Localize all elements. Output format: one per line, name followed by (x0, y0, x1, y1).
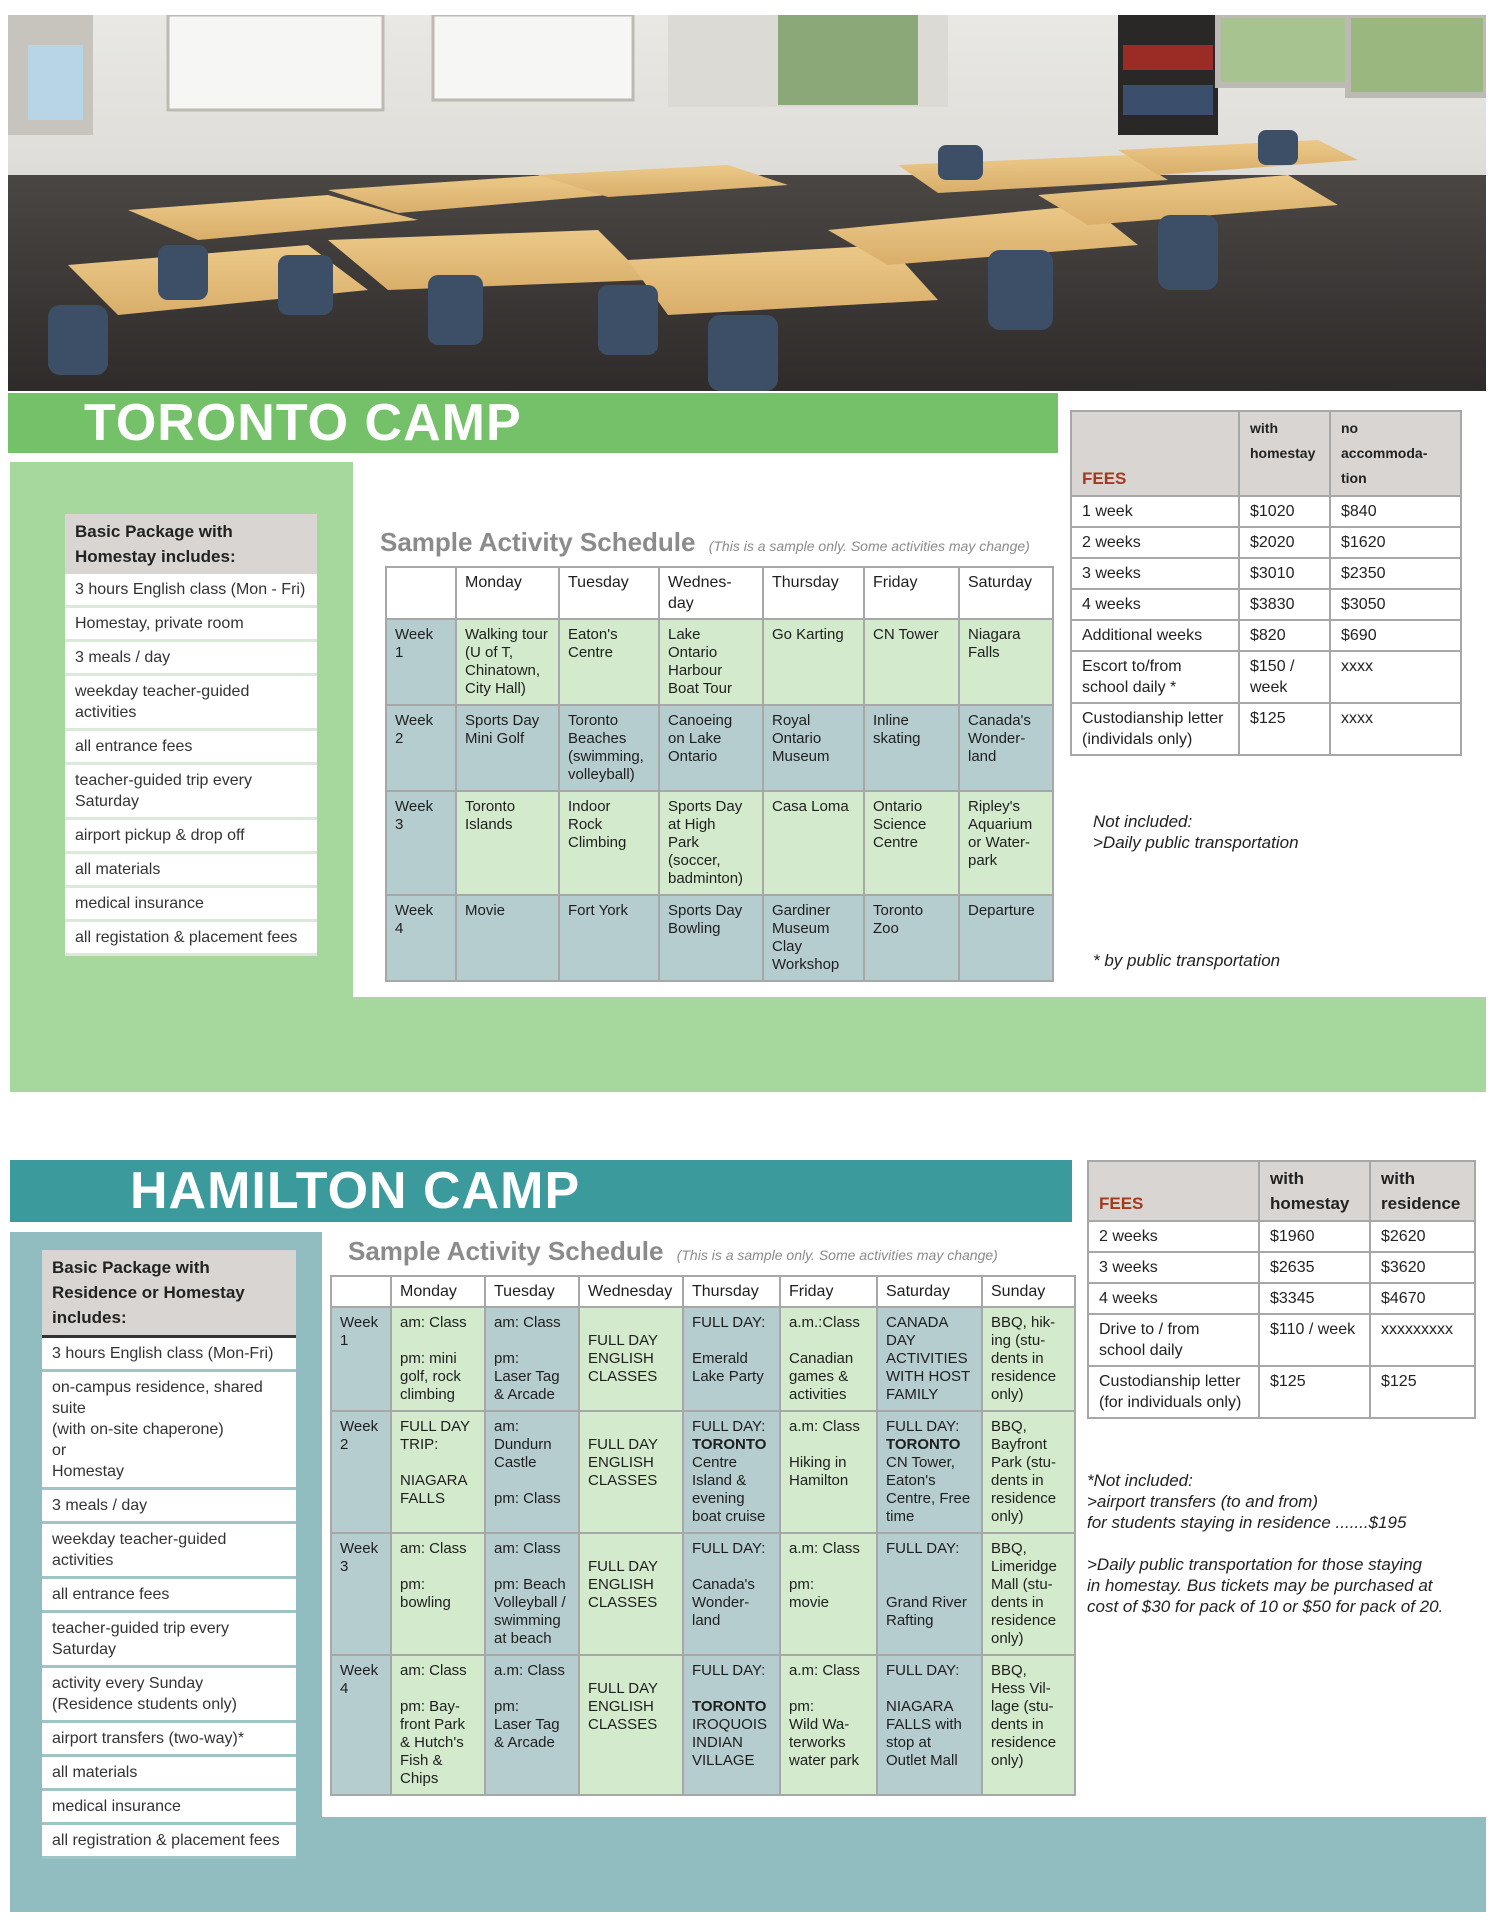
hamilton-schedule-activity: CANADA DAY ACTIVITIES WITH HOST FAMILY (877, 1307, 982, 1411)
hamilton-schedule-heading: Sample Activity Schedule (348, 1236, 664, 1266)
hamilton-schedule-activity: BBQ, hik- ing (stu- dents in residence only) (982, 1307, 1075, 1411)
hamilton-schedule-activity: FULL DAY TRIP: NIAGARA FALLS (391, 1411, 485, 1533)
toronto-fees-price: $820 (1239, 620, 1330, 651)
toronto-fees-item: Escort to/from school daily * (1071, 651, 1239, 703)
hamilton-fees-item: 2 weeks (1088, 1221, 1259, 1252)
toronto-fees-row (1071, 703, 1461, 755)
toronto-schedule-activity: Ontario Science Centre (864, 791, 959, 895)
hamilton-fees-price: xxxxxxxxx (1370, 1314, 1475, 1366)
hamilton-schedule-activity: am: Class pm: Laser Tag & Arcade (485, 1307, 579, 1411)
hamilton-schedule-day-header: Sunday (982, 1276, 1075, 1307)
toronto-schedule-week-label: Week 3 (386, 791, 456, 895)
hamilton-fees-table (1087, 1160, 1476, 1419)
hamilton-schedule-activity: FULL DAY: Emerald Lake Party (683, 1307, 780, 1411)
hamilton-fees-price: $1960 (1259, 1221, 1370, 1252)
toronto-fees-row (1071, 589, 1461, 620)
hamilton-fees-item: Custodianship letter (for individuals only) (1088, 1366, 1259, 1418)
hamilton-fees-row (1088, 1314, 1475, 1366)
toronto-schedule-activity: Ripley's Aquarium or Water- park (959, 791, 1053, 895)
hamilton-fees-price: $3345 (1259, 1283, 1370, 1314)
hamilton-schedule-activity: FULL DAY: TORONTO Centre Island & evening boat cruise (683, 1411, 780, 1533)
hamilton-fees-price: $2620 (1370, 1221, 1475, 1252)
toronto-fees-item: Custodianship letter (individals only) (1071, 703, 1239, 755)
hamilton-fees-item: 4 weeks (1088, 1283, 1259, 1314)
hamilton-schedule-activity: am: Class pm: Beach Volleyball / swimming at beach (485, 1533, 579, 1655)
hamilton-package-item: all materials (42, 1757, 296, 1791)
hamilton-package-item: 3 meals / day (42, 1490, 296, 1524)
toronto-fees-row (1071, 496, 1461, 527)
hamilton-fees-price: $110 / week (1259, 1314, 1370, 1366)
toronto-package (65, 514, 317, 956)
toronto-footnote: * by public transportation (1093, 951, 1281, 970)
hamilton-package-item: medical insurance (42, 1791, 296, 1825)
toronto-schedule-day-header: Monday (456, 567, 559, 619)
toronto-fees-item: 2 weeks (1071, 527, 1239, 558)
toronto-fees-price: $150 / week (1239, 651, 1330, 703)
hamilton-schedule-header-row (331, 1276, 1075, 1307)
hamilton-fees-label: FEES (1088, 1161, 1259, 1221)
hamilton-package-item: all entrance fees (42, 1579, 296, 1613)
classroom-photo (8, 15, 1486, 391)
toronto-schedule-activity: Indoor Rock Climbing (559, 791, 659, 895)
hamilton-fees-row (1088, 1252, 1475, 1283)
hamilton-schedule-activity: FULL DAY ENGLISH CLASSES (579, 1533, 683, 1655)
toronto-package-list (65, 574, 317, 956)
toronto-fees-price: $2350 (1330, 558, 1461, 589)
hamilton-package-item: 3 hours English class (Mon-Fri) (42, 1338, 296, 1372)
hamilton-schedule-activity: FULL DAY ENGLISH CLASSES (579, 1655, 683, 1795)
toronto-schedule-activity: Departure (959, 895, 1053, 981)
toronto-schedule-activity: Inline skating (864, 705, 959, 791)
toronto-schedule-week-row (386, 895, 1053, 981)
toronto-schedule-heading: Sample Activity Schedule (380, 527, 696, 557)
toronto-schedule-day-header: Saturday (959, 567, 1053, 619)
toronto-fees-price: $840 (1330, 496, 1461, 527)
hamilton-schedule-week-row (331, 1533, 1075, 1655)
toronto-schedule-activity: Eaton's Centre (559, 619, 659, 705)
toronto-schedule-activity: Sports Day Bowling (659, 895, 763, 981)
hamilton-schedule-activity: am: Class pm: Bay- front Park & Hutch's Fish & Chips (391, 1655, 485, 1795)
toronto-schedule-activity: Fort York (559, 895, 659, 981)
toronto-package-item: Homestay, private room (65, 608, 317, 642)
toronto-schedule-week-label: Week 1 (386, 619, 456, 705)
hamilton-schedule-activity: am: Dundurn Castle pm: Class (485, 1411, 579, 1533)
hamilton-schedule-activity: a.m: Class pm: Wild Wa- terworks water park (780, 1655, 877, 1795)
toronto-schedule-activity: Gardiner Museum Clay Workshop (763, 895, 864, 981)
hamilton-package-list (42, 1338, 296, 1859)
toronto-schedule-day-header: Thursday (763, 567, 864, 619)
hamilton-package-item: teacher-guided trip every Saturday (42, 1613, 296, 1668)
toronto-fees-price: xxxx (1330, 703, 1461, 755)
toronto-schedule-activity: Casa Loma (763, 791, 864, 895)
toronto-schedule-day-header: Wednes- day (659, 567, 763, 619)
toronto-fees-table (1070, 410, 1462, 756)
hamilton-schedule-day-header: Saturday (877, 1276, 982, 1307)
hamilton-schedule-activity: a.m: Class Hiking in Hamilton (780, 1411, 877, 1533)
hamilton-fees-price: $4670 (1370, 1283, 1475, 1314)
toronto-fees-item: 3 weeks (1071, 558, 1239, 589)
hamilton-schedule-title (348, 1236, 998, 1267)
hamilton-schedule-activity: FULL DAY: TORONTO IROQUOIS INDIAN VILLAGE (683, 1655, 780, 1795)
toronto-fees-item: 4 weeks (1071, 589, 1239, 620)
toronto-schedule-activity: Sports Day at High Park (soccer, badminton) (659, 791, 763, 895)
toronto-schedule-activity: Canoeing on Lake Ontario (659, 705, 763, 791)
toronto-package-heading: Basic Package with Homestay includes: (65, 514, 317, 574)
toronto-fees-row (1071, 651, 1461, 703)
hamilton-schedule-week-label: Week 1 (331, 1307, 391, 1411)
hamilton-schedule-activity: FULL DAY ENGLISH CLASSES (579, 1411, 683, 1533)
toronto-fees-item: 1 week (1071, 496, 1239, 527)
toronto-schedule-activity: Walking tour (U of T, Chinatown, City Hall) (456, 619, 559, 705)
hamilton-schedule-activity: a.m.:Class Canadian games & activities (780, 1307, 877, 1411)
toronto-package-item: medical insurance (65, 888, 317, 922)
toronto-fees-price: $3830 (1239, 589, 1330, 620)
toronto-fees-row (1071, 620, 1461, 651)
hamilton-package (42, 1250, 296, 1859)
hamilton-package-item: activity every Sunday (Residence students only) (42, 1668, 296, 1723)
toronto-fees-price: $1620 (1330, 527, 1461, 558)
toronto-schedule-activity: Royal Ontario Museum (763, 705, 864, 791)
hamilton-schedule-activity: FULL DAY: NIAGARA FALLS with stop at Outlet Mall (877, 1655, 982, 1795)
toronto-package-item: weekday teacher-guided activities (65, 676, 317, 731)
hamilton-package-item: airport transfers (two-way)* (42, 1723, 296, 1757)
hamilton-schedule-week-label: Week 3 (331, 1533, 391, 1655)
toronto-fees-price: $690 (1330, 620, 1461, 651)
toronto-not-included: Not included: >Daily public transportation (1093, 812, 1299, 852)
hamilton-schedule-activity: FULL DAY: TORONTO CN Tower, Eaton's Centre, Free time (877, 1411, 982, 1533)
toronto-fees-row (1071, 558, 1461, 589)
hamilton-schedule-activity: BBQ, Limeridge Mall (stu- dents in residence only) (982, 1533, 1075, 1655)
toronto-package-item: all entrance fees (65, 731, 317, 765)
hamilton-schedule-week-label: Week 2 (331, 1411, 391, 1533)
toronto-fees-label: FEES (1071, 411, 1239, 496)
toronto-schedule-activity: CN Tower (864, 619, 959, 705)
toronto-fees-header-row (1071, 411, 1461, 496)
toronto-schedule-activity: Sports Day Mini Golf (456, 705, 559, 791)
toronto-schedule-activity: Toronto Islands (456, 791, 559, 895)
toronto-schedule-activity: Lake Ontario Harbour Boat Tour (659, 619, 763, 705)
toronto-package-item: teacher-guided trip every Saturday (65, 765, 317, 820)
toronto-fees-price: $2020 (1239, 527, 1330, 558)
toronto-schedule-day-header: Friday (864, 567, 959, 619)
toronto-fees-price: $125 (1239, 703, 1330, 755)
hamilton-schedule-activity: am: Class pm: bowling (391, 1533, 485, 1655)
toronto-schedule-title (380, 527, 1030, 558)
hamilton-fees-column-header: with homestay (1259, 1161, 1370, 1221)
toronto-package-item: 3 meals / day (65, 642, 317, 676)
hamilton-fees-row (1088, 1366, 1475, 1418)
toronto-fees-column-header: no accommoda- tion (1330, 411, 1461, 496)
hamilton-schedule-day-header: Monday (391, 1276, 485, 1307)
toronto-schedule-activity: Canada's Wonder- land (959, 705, 1053, 791)
toronto-schedule-activity: Go Karting (763, 619, 864, 705)
toronto-package-item: airport pickup & drop off (65, 820, 317, 854)
hamilton-fees-price: $125 (1259, 1366, 1370, 1418)
hamilton-fees-header-row (1088, 1161, 1475, 1221)
toronto-package-item: 3 hours English class (Mon - Fri) (65, 574, 317, 608)
hamilton-title: HAMILTON CAMP (130, 1162, 581, 1220)
toronto-schedule-activity: Movie (456, 895, 559, 981)
toronto-title-banner (8, 393, 1058, 453)
toronto-schedule-day-header: Tuesday (559, 567, 659, 619)
toronto-schedule-table (385, 566, 1054, 982)
toronto-fees-price: $1020 (1239, 496, 1330, 527)
hamilton-schedule-note: (This is a sample only. Some activities may change) (676, 1247, 998, 1263)
hamilton-fees-price: $125 (1370, 1366, 1475, 1418)
hamilton-fees-row (1088, 1283, 1475, 1314)
hamilton-schedule-day-header: Thursday (683, 1276, 780, 1307)
hamilton-schedule-activity: am: Class pm: mini golf, rock climbing (391, 1307, 485, 1411)
hamilton-schedule-week-row (331, 1307, 1075, 1411)
hamilton-fees-row (1088, 1221, 1475, 1252)
hamilton-fees-column-header: with residence (1370, 1161, 1475, 1221)
toronto-schedule-activity: Toronto Beaches (swimming, volleyball) (559, 705, 659, 791)
hamilton-schedule-day-header: Friday (780, 1276, 877, 1307)
hamilton-schedule-day-header: Wednesday (579, 1276, 683, 1307)
hamilton-schedule-week-row (331, 1655, 1075, 1795)
hamilton-schedule-day-header (331, 1276, 391, 1307)
toronto-fees-row (1071, 527, 1461, 558)
hamilton-schedule-activity: BBQ, Bayfront Park (stu- dents in residence only) (982, 1411, 1075, 1533)
toronto-fees-item: Additional weeks (1071, 620, 1239, 651)
hamilton-fees-item: 3 weeks (1088, 1252, 1259, 1283)
hamilton-schedule-table (330, 1275, 1076, 1796)
hamilton-fees-price: $3620 (1370, 1252, 1475, 1283)
hamilton-schedule-activity: a.m: Class pm: Laser Tag & Arcade (485, 1655, 579, 1795)
hamilton-package-item: all registration & placement fees (42, 1825, 296, 1859)
hamilton-title-banner (10, 1160, 1072, 1222)
hamilton-schedule-activity: BBQ, Hess Vil- lage (stu- dents in residence only) (982, 1655, 1075, 1795)
hamilton-schedule-day-header: Tuesday (485, 1276, 579, 1307)
hamilton-schedule-activity: a.m: Class pm: movie (780, 1533, 877, 1655)
toronto-schedule-day-header (386, 567, 456, 619)
toronto-schedule-header-row (386, 567, 1053, 619)
toronto-schedule-week-label: Week 2 (386, 705, 456, 791)
hamilton-fees-price: $2635 (1259, 1252, 1370, 1283)
hamilton-schedule-activity: FULL DAY ENGLISH CLASSES (579, 1307, 683, 1411)
toronto-fees-price: $3010 (1239, 558, 1330, 589)
hamilton-fees-item: Drive to / from school daily (1088, 1314, 1259, 1366)
toronto-package-item: all registation & placement fees (65, 922, 317, 956)
hamilton-package-item: weekday teacher-guided activities (42, 1524, 296, 1579)
toronto-schedule-note: (This is a sample only. Some activities may change) (708, 538, 1030, 554)
toronto-title: TORONTO CAMP (84, 394, 522, 452)
hamilton-package-item: on-campus residence, shared suite (with on-site chaperone) or Homestay (42, 1372, 296, 1490)
toronto-schedule-week-row (386, 705, 1053, 791)
toronto-schedule-week-row (386, 619, 1053, 705)
toronto-package-item: all materials (65, 854, 317, 888)
toronto-schedule-week-label: Week 4 (386, 895, 456, 981)
toronto-fees-column-header: with homestay (1239, 411, 1330, 496)
toronto-fees-price: $3050 (1330, 589, 1461, 620)
toronto-fees-price: xxxx (1330, 651, 1461, 703)
hamilton-schedule-week-row (331, 1411, 1075, 1533)
toronto-schedule-activity: Toronto Zoo (864, 895, 959, 981)
hamilton-schedule-week-label: Week 4 (331, 1655, 391, 1795)
hamilton-not-included: *Not included: >airport transfers (to and from) for students staying in residence .......$195 >Daily public transportation for those staying in homestay. Bus tickets may be purchased at cost of $30 for pack of 10 or $50 for pack of 20. (1087, 1471, 1444, 1616)
toronto-schedule-week-row (386, 791, 1053, 895)
hamilton-schedule-activity: FULL DAY: Canada's Wonder- land (683, 1533, 780, 1655)
hamilton-package-heading: Basic Package with Residence or Homestay includes: (42, 1250, 296, 1338)
toronto-schedule-activity: Niagara Falls (959, 619, 1053, 705)
hamilton-schedule-activity: FULL DAY: Grand River Rafting (877, 1533, 982, 1655)
